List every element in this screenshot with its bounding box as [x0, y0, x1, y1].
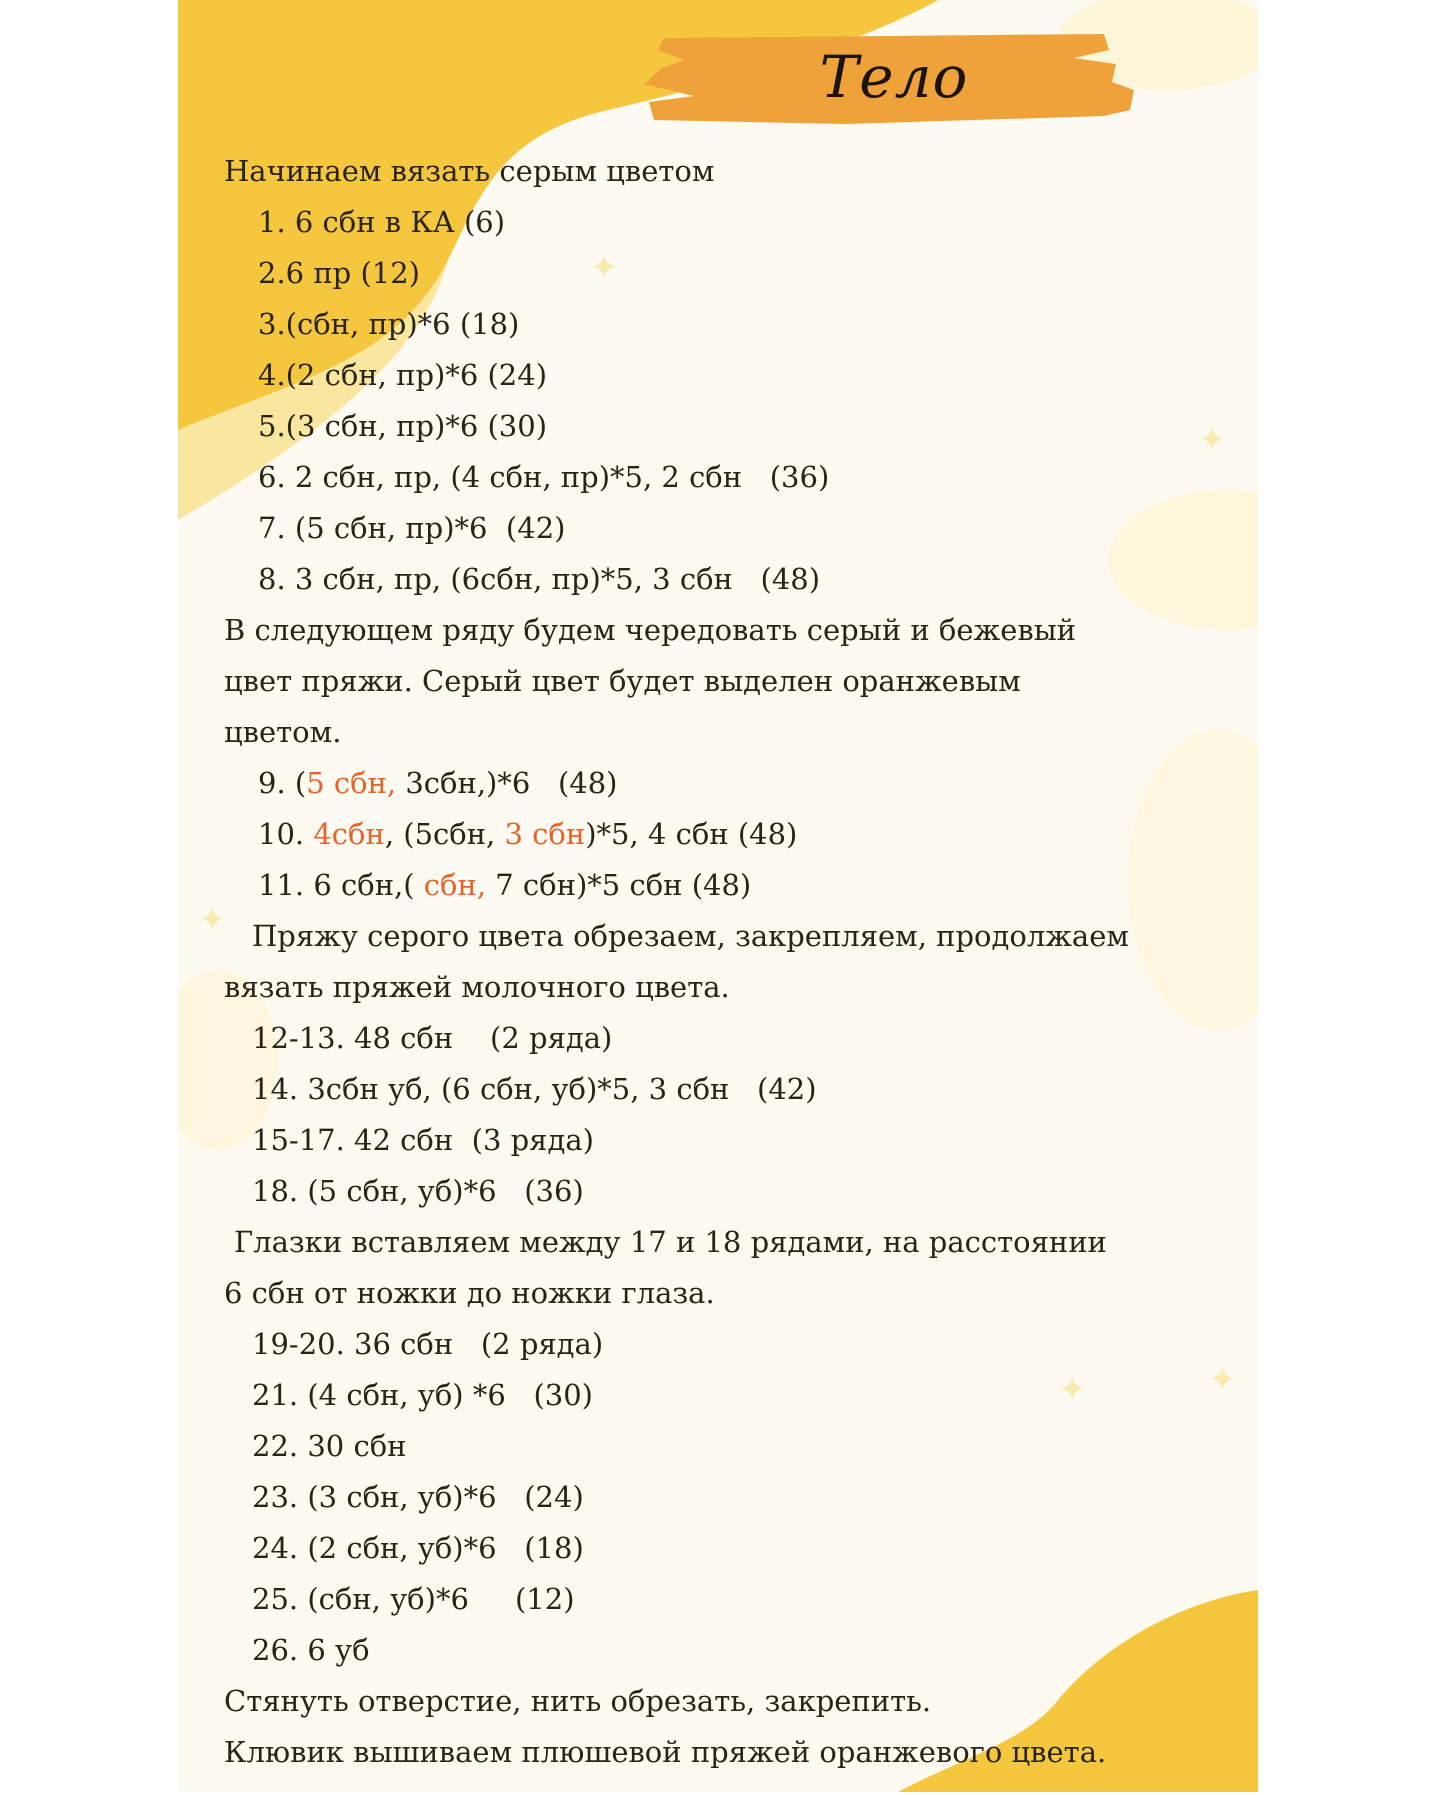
row-line: 24. (2 сбн, уб)*6 (18) [252, 1531, 584, 1565]
row-line: 8. 3 сбн, пр, (6сбн, пр)*5, 3 сбн (48) [258, 562, 821, 596]
row-line: 6. 2 сбн, пр, (4 сбн, пр)*5, 2 сбн (36) [258, 460, 830, 494]
star-icon: ✦ [1058, 1370, 1087, 1410]
note-text: цветом. [224, 715, 342, 749]
row-line: 26. 6 уб [252, 1633, 370, 1667]
row-line: 14. 3сбн уб, (6 сбн, уб)*5, 3 сбн (42) [252, 1072, 817, 1106]
row-line: 2.6 пр (12) [258, 256, 420, 290]
highlight-gray-yarn: 4сбн [313, 817, 385, 851]
intro-text: Начинаем вязать серым цветом [224, 154, 715, 188]
row-line-9 [224, 758, 1234, 809]
note-text: вязать пряжей молочного цвета. [224, 970, 730, 1004]
row-line: 25. (сбн, уб)*6 (12) [252, 1582, 575, 1616]
row-text: 3сбн,)*6 (48) [396, 766, 618, 800]
outro-text: Стянуть отверстие, нить обрезать, закрепить. [224, 1684, 932, 1718]
star-icon: ✦ [590, 248, 619, 288]
row-line: 5.(3 сбн, пр)*6 (30) [258, 409, 548, 443]
note-text: цвет пряжи. Серый цвет будет выделен оранжевым [224, 664, 1021, 698]
row-text: )*5, 4 сбн (48) [585, 817, 798, 851]
row-line: 22. 30 сбн [252, 1429, 407, 1463]
star-icon: ✦ [1198, 420, 1227, 460]
row-text: 11. 6 сбн,( [258, 868, 424, 902]
outro-text: Клювик вышиваем плюшевой пряжей оранжевого цвета. [224, 1735, 1107, 1769]
highlight-gray-yarn: сбн, [423, 868, 487, 902]
row-line: 15-17. 42 сбн (3 ряда) [252, 1123, 594, 1157]
row-line-11 [224, 860, 1234, 911]
star-icon: ✦ [1208, 1360, 1237, 1400]
row-line: 12-13. 48 сбн (2 ряда) [252, 1021, 613, 1055]
highlight-gray-yarn: 5 сбн, [306, 766, 397, 800]
row-line: 19-20. 36 сбн (2 ряда) [252, 1327, 604, 1361]
row-text: 9. ( [258, 766, 307, 800]
row-line: 1. 6 сбн в КА (6) [258, 205, 506, 239]
row-text: , (5сбн, [384, 817, 505, 851]
instructions [224, 146, 1234, 1778]
row-line: 21. (4 сбн, уб) *6 (30) [252, 1378, 593, 1412]
row-line: 4.(2 сбн, пр)*6 (24) [258, 358, 548, 392]
title-banner [634, 20, 1154, 135]
note-text: 6 сбн от ножки до ножки глаза. [224, 1276, 715, 1310]
row-line: 7. (5 сбн, пр)*6 (42) [258, 511, 566, 545]
note-text: Пряжу серого цвета обрезаем, закрепляем, продолжаем [252, 919, 1129, 953]
row-text: 10. [258, 817, 314, 851]
note-text: В следующем ряду будем чередовать серый и бежевый [224, 613, 1077, 647]
row-line: 18. (5 сбн, уб)*6 (36) [252, 1174, 584, 1208]
row-line: 3.(сбн, пр)*6 (18) [258, 307, 520, 341]
page-title: Тело [819, 43, 969, 111]
pattern-card [178, 0, 1258, 1792]
note-text: Глазки вставляем между 17 и 18 рядами, на расстоянии [234, 1225, 1107, 1259]
row-text: 7 сбн)*5 сбн (48) [486, 868, 752, 902]
row-line: 23. (3 сбн, уб)*6 (24) [252, 1480, 584, 1514]
star-icon: ✦ [198, 900, 227, 940]
highlight-gray-yarn: 3 сбн [504, 817, 586, 851]
row-line-10 [224, 809, 1234, 860]
